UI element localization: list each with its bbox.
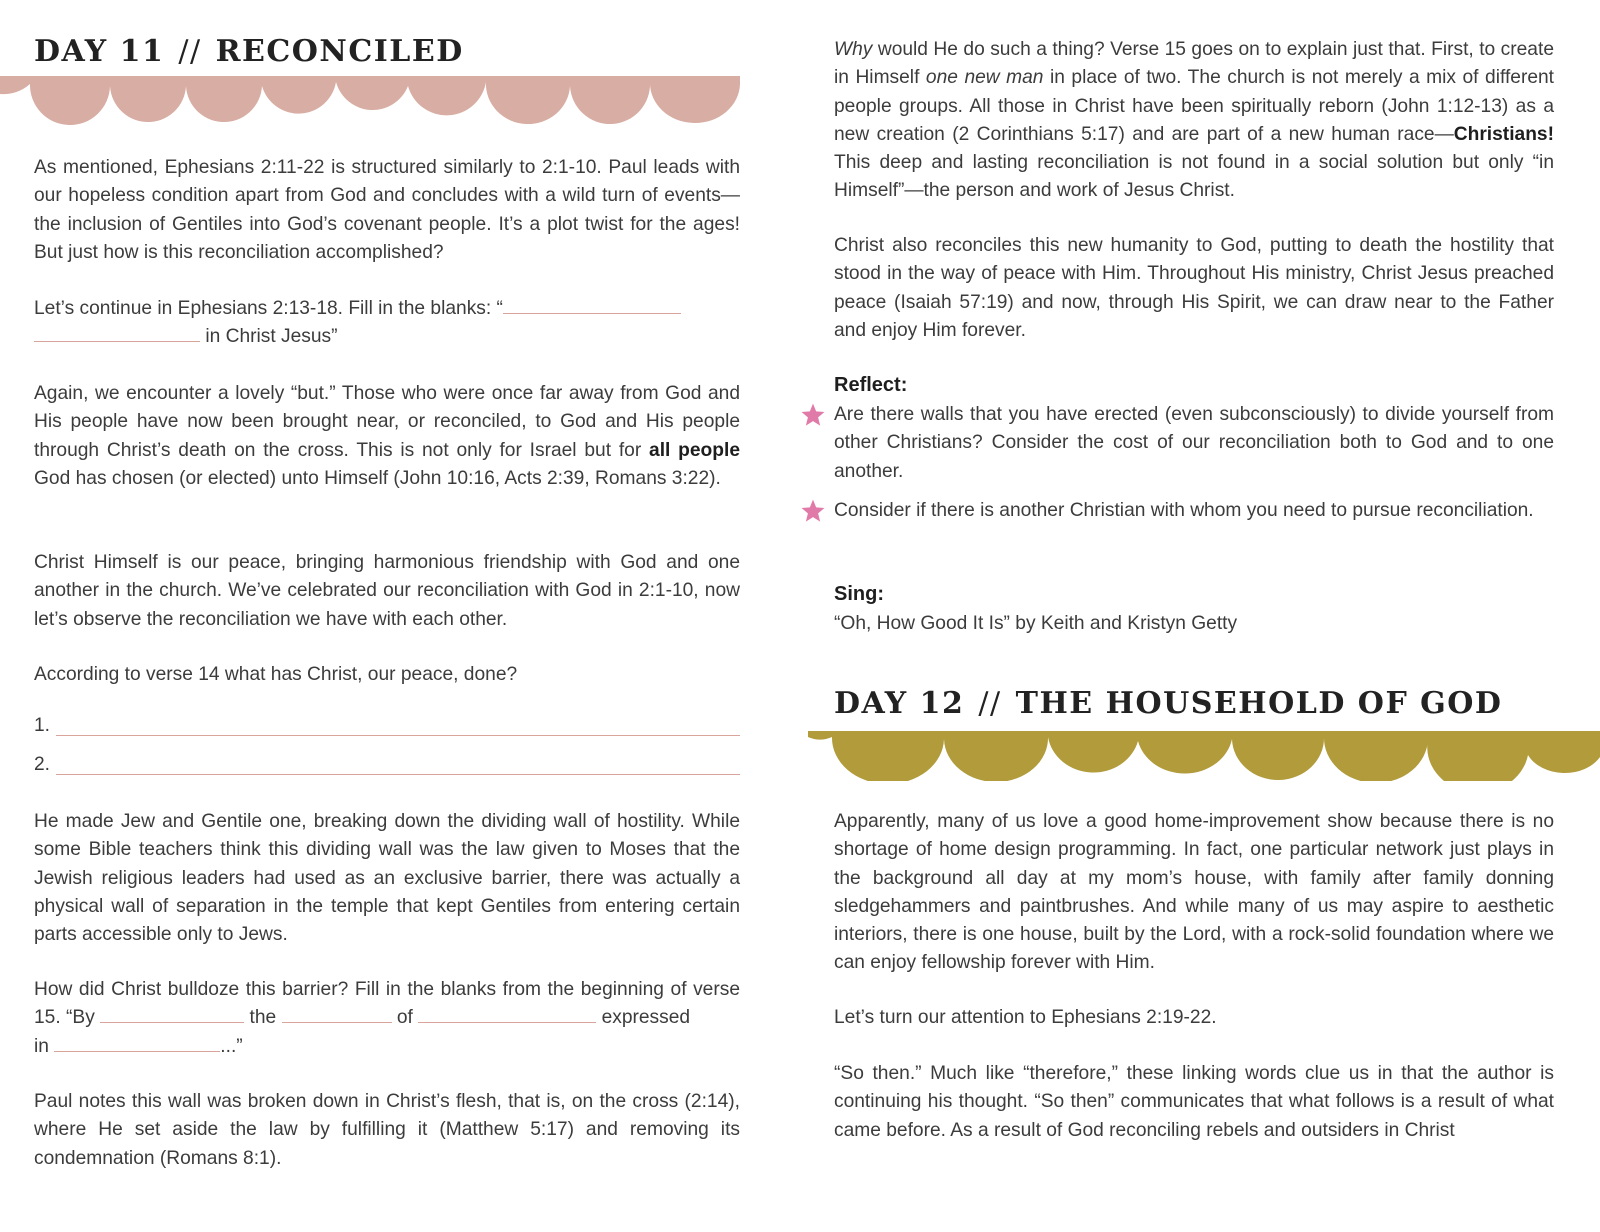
bold-text: Christians! — [1453, 123, 1554, 145]
gold-scallop-banner — [808, 731, 1600, 781]
reflect-question-1: Are there walls that you have erected (even subconsciously) to divide yourself from other Christians? Consider the cost of our reconciliation both to God and to one another. — [834, 404, 1554, 482]
day-name: THE HOUSEHOLD OF GOD — [1015, 686, 1503, 721]
song-title: “Oh, How Good It Is” by Keith and Kristyn Getty — [834, 613, 1238, 634]
italic-text: Why — [834, 39, 873, 60]
text-run: This deep and lasting reconciliation is not found in a social solution but only “in Himself”—the person and work of Jesus Christ. — [834, 152, 1554, 202]
answer-line-1[interactable] — [34, 712, 740, 740]
flesh-paragraph: Paul notes this wall was broken down in Christ’s flesh, that is, on the cross (2:14), where He set aside the law by fulfilling it (Matthew 5:17) and removing its condemnation (Romans 8:1). — [34, 1091, 740, 1169]
blank-line[interactable] — [282, 1004, 392, 1023]
text-run: in place of two. The church is not merely a mix of different people groups. All those in Christ have been spiritually reborn (John 1:12-13) as a new creation (2 Corinthians 5:17) and are part of a new human race— — [834, 67, 1555, 145]
fill-blanks-paragraph-1 — [34, 295, 740, 352]
text-run: ...” — [220, 1035, 243, 1057]
humanity-paragraph: Christ also reconciles this new humanity to God, putting to death the hostility that stood in the way of peace with Him. Throughout His ministry, Christ Jesus preached peace (Isaiah 57:19) and now, through His Spirit, we can draw near to the Father and enjoy Him forever. — [834, 235, 1554, 341]
peace-paragraph: Christ Himself is our peace, bringing harmonious friendship with God and one another in the church. We’ve celebrated our reconciliation with God in 2:1-10, now let’s observe the reconciliation we have with each other. — [34, 552, 740, 630]
but-paragraph — [34, 380, 740, 493]
text-run: would He do such a thing? Verse 15 goes on to explain just that. First, to create in Himself — [834, 39, 1554, 89]
fill-blanks-paragraph-2 — [34, 976, 740, 1061]
answer-underline[interactable] — [56, 774, 740, 775]
dividing-wall-paragraph: He made Jew and Gentile one, breaking down the dividing wall of hostility. While some Bible teachers think this dividing wall was the law given to Moses that the Jewish religious leaders had used as an exclusive barrier, there was actually a physical wall of separation in the temple that kept Gentiles from entering certain parts accessible only to Jews. — [34, 811, 740, 946]
day-label: DAY 11 — [34, 34, 165, 69]
title-separator: // — [978, 686, 1002, 721]
blank-line[interactable] — [34, 323, 200, 342]
fill-suffix-text: in Christ Jesus” — [200, 326, 338, 348]
fill-prompt-text: Let’s continue in Ephesians 2:13-18. Fill in the blanks: “ — [34, 298, 503, 319]
text-run: expressed — [601, 1007, 691, 1029]
day-11-title — [34, 34, 464, 69]
home-improvement-paragraph: Apparently, many of us love a good home-improvement show because there is no shortage of home design programming. In fact, one particular network just plays in the background all day at my mom’s house, with family after family donning sledgehammers and paintbrushes. And while many of us may aspire to aesthetic interiors, there is one house, built by the Lord, with a rock-solid foundation where we can enjoy fellowship forever with Him. — [834, 811, 1554, 974]
reflect-question-2: Consider if there is another Christian with whom you need to pursue reconciliation. — [834, 500, 1534, 521]
answer-number: 1. — [34, 715, 51, 736]
day-name: RECONCILED — [215, 34, 464, 69]
blank-line[interactable] — [418, 1004, 596, 1023]
blank-line[interactable] — [503, 295, 681, 314]
sing-heading: Sing: — [834, 583, 884, 605]
blank-line[interactable] — [54, 1033, 220, 1052]
intro-paragraph: As mentioned, Ephesians 2:11-22 is structured similarly to 2:1-10. Paul leads with our hopeless condition apart from God and concludes with a wild turn of events—the inclusion of Gentiles into God’s covenant people. It’s a plot twist for the ages! But just how is this reconciliation accomplished? — [34, 157, 740, 263]
star-icon — [800, 498, 826, 524]
text-run: God has chosen (or elected) unto Himself (John 10:16, Acts 2:39, Romans 3:22). — [34, 467, 721, 489]
day-label: DAY 12 — [834, 686, 965, 721]
so-then-paragraph: “So then.” Much like “therefore,” these linking words clue us in that the author is continuing his thought. “So then” communicates that what follows is a result of what came before. As a result of God reconciling rebels and outsiders in Christ — [834, 1063, 1554, 1141]
blank-line[interactable] — [100, 1004, 244, 1023]
answer-number: 2. — [34, 754, 51, 775]
turn-attention-paragraph: Let’s turn our attention to Ephesians 2:19-22. — [834, 1007, 1217, 1028]
text-run: the — [249, 1007, 277, 1029]
verse-14-question: According to verse 14 what has Christ, our peace, done? — [34, 664, 518, 685]
day-12-title — [834, 686, 1502, 721]
blush-scallop-banner — [0, 76, 740, 126]
italic-text: one new man — [925, 67, 1044, 89]
answer-underline[interactable] — [56, 735, 740, 736]
star-icon — [800, 402, 826, 428]
why-paragraph — [834, 36, 1554, 206]
answer-line-2[interactable] — [34, 751, 740, 779]
text-run: How did Christ bulldoze this barrier? Fill in the blanks from the beginning of verse 15. “By — [34, 979, 740, 1029]
text-run: of — [396, 1007, 413, 1029]
reflect-heading: Reflect: — [834, 374, 908, 396]
title-separator: // — [178, 34, 202, 69]
text-run: Again, we encounter a lovely “but.” Those who were once far away from God and His people have now been brought near, or reconciled, to God and His people through Christ’s death on the cross. This is not only for Israel but for — [34, 383, 740, 461]
text-run: in — [34, 1035, 49, 1057]
bold-text: all people — [649, 439, 740, 461]
